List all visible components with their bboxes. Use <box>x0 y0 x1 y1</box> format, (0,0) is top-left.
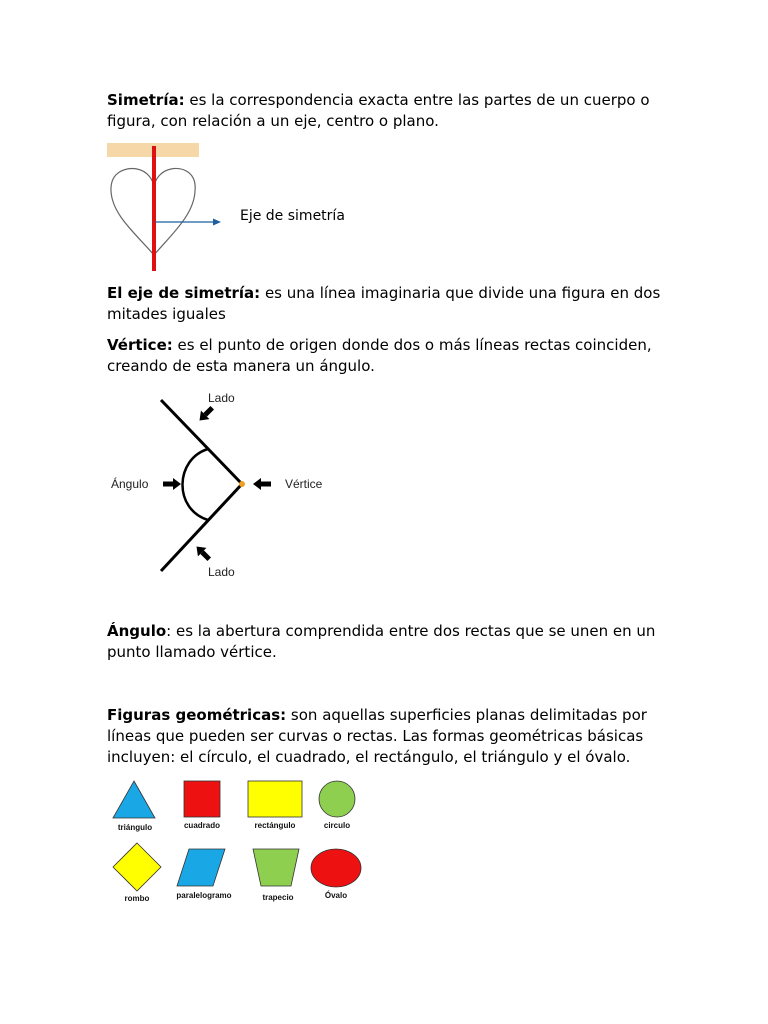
lado-bottom-arrow-icon <box>192 542 213 563</box>
vertice-definition <box>107 335 667 377</box>
eje-term: El eje de simetría: <box>107 284 261 302</box>
vertice-arrow-icon <box>253 478 271 490</box>
square-shape <box>184 781 220 817</box>
rectangulo-label: rectángulo <box>254 821 296 830</box>
angulo-term: Ángulo <box>107 622 167 640</box>
trapezoid-shape <box>253 849 299 886</box>
bottom-side-line <box>161 484 242 571</box>
simetria-term: Simetría: <box>107 91 185 109</box>
angulo-text: : es la abertura comprendida entre dos rectas que se unen en un punto llamado vértice. <box>107 622 656 661</box>
angulo-definition <box>107 621 667 663</box>
simetria-text: es la correspondencia exacta entre las partes de un cuerpo o figura, con relación a un eje, centro o plano. <box>107 91 650 130</box>
eje-definition <box>107 283 667 325</box>
vertex-dot <box>239 481 245 487</box>
angulo-label: Ángulo <box>111 477 149 491</box>
angle-figure <box>107 387 337 582</box>
shapes-drawing <box>107 773 367 908</box>
triangle-shape <box>113 781 155 818</box>
figuras-text: son aquellas superficies planas delimitadas por líneas que pueden ser curvas o rectas. Las formas geométricas básicas incluyen: el círculo, el cuadrado, el rectángulo, el triángulo y el óvalo. <box>107 706 647 766</box>
paralelogramo-label: paralelogramo <box>176 891 232 900</box>
axis-label: Eje de simetría <box>240 208 345 224</box>
simetria-definition <box>107 90 667 132</box>
vertice-label: Vértice <box>285 477 323 491</box>
shapes-grid <box>107 773 367 908</box>
lado-top-label: Lado <box>208 391 235 405</box>
oval-shape <box>311 849 361 887</box>
eje-text: es una línea imaginaria que divide una figura en dos mitades iguales <box>107 284 661 323</box>
angle-diagram <box>107 387 337 582</box>
arrow-head-icon <box>213 219 221 226</box>
triangulo-label: triángulo <box>117 823 153 832</box>
circulo-label: circulo <box>323 821 351 830</box>
lado-bottom-label: Lado <box>208 565 235 579</box>
lado-top-arrow-icon <box>195 404 216 425</box>
figuras-definition <box>107 705 667 768</box>
figuras-term: Figuras geométricas: <box>107 706 287 724</box>
ovalo-label: Óvalo <box>324 891 348 900</box>
vertice-text: es el punto de origen donde dos o más líneas rectas coinciden, creando de esta manera un ángulo. <box>107 336 652 375</box>
rhombus-shape <box>113 843 161 891</box>
heart-symmetry-figure <box>107 143 357 273</box>
vertice-term: Vértice: <box>107 336 173 354</box>
parallelogram-shape <box>177 849 225 886</box>
rombo-label: rombo <box>124 894 150 903</box>
circle-shape <box>319 781 355 817</box>
trapecio-label: trapecio <box>262 893 294 902</box>
angulo-arrow-icon <box>163 478 181 490</box>
cuadrado-label: cuadrado <box>183 821 220 830</box>
rectangle-shape <box>248 781 302 817</box>
angle-arc <box>182 449 208 520</box>
